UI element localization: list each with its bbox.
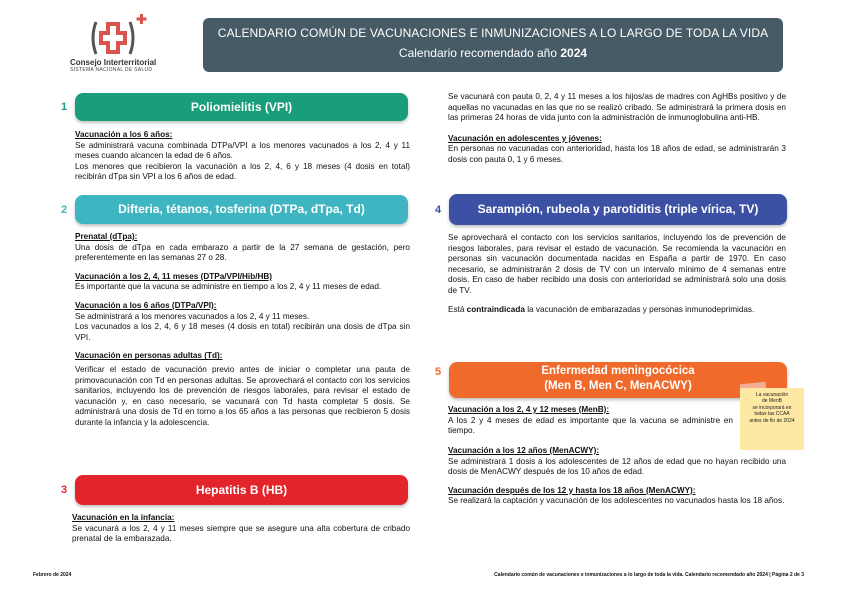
paragraph: Los menores que recibieron la vacunación a los 2, 4, 6 y 18 meses (4 dosis en total) recibirán dTpa sin VPI a los 6 años de edad.	[75, 161, 410, 182]
page-subtitle: Calendario recomendado año 2024	[398, 46, 588, 60]
subheading: Vacunación en personas adultas (Td):	[75, 351, 223, 361]
paragraph: Es importante que la vacuna se administre en tiempo a los 2, 4 y 11 meses de edad.	[75, 282, 382, 292]
subheading: Vacunación en la infancia:	[72, 513, 175, 522]
paragraph: A los 2 y 4 meses de edad es importante que la vacuna se administre en tiempo.	[448, 415, 733, 436]
section-body-meningococica-a	[448, 405, 733, 437]
paragraph: Una dosis de dTpa en cada embarazo a partir de la 27 semana de gestación, pero preferentemente en las semanas 27 o 28.	[75, 242, 410, 263]
section-body-sarampion	[448, 233, 786, 315]
footer-date: Febrero de 2024	[33, 572, 72, 578]
subheading: Vacunación después de los 12 y hasta los 18 años (MenACWY):	[448, 485, 696, 495]
section-number-4: 4	[435, 204, 442, 216]
paragraph: Se vacunará con pauta 0, 2, 4 y 11 meses a los hijos/as de madres con AgHBs positivo y de aquellas no vacunadas en las que no se realizó cribado. Se administrará la primera dosis en las primeras 24 horas de vida junto con la administración de inmunoglobulina anti-HB.	[448, 92, 786, 123]
section-title-difteria: Difteria, tétanos, tosferina (DTPa, dTpa, Td)	[75, 195, 408, 224]
footer-page-info: Calendario común de vacunaciones e inmunizaciones a lo largo de toda la vida. Calendario recomendado año 2024 | Página 2 de 3	[494, 572, 804, 578]
paragraph: Se vacunará a los 2, 4 y 11 meses siempre que se asegure una alta cobertura de cribado prenatal de la embarazada.	[72, 523, 410, 544]
paragraph: Se realizará la captación y vacunación de los adolescentes no vacunados hasta los 18 años.	[448, 496, 785, 506]
section-number-1: 1	[61, 101, 68, 113]
subheading: Vacunación a los 6 años (DTPa/VPI):	[75, 300, 217, 310]
subheading: Vacunación a los 2, 4, 11 meses (DTPa/VPI/Hib/HB)	[75, 271, 273, 281]
section-title-hepatitis: Hepatitis B (HB)	[75, 475, 408, 505]
paragraph: Se administrará 1 dosis a los adolescentes de 12 años de edad que no hayan recibido una dosis de MenACWY después de los 10 años de edad.	[448, 456, 786, 477]
section-number-3: 3	[61, 484, 68, 496]
paragraph: Verificar el estado de vacunación previo antes de iniciar o completar una pauta de primovacunación con Td en personas adultas. Se aprovechará el contacto con los servicios sanitarios, incluyendo los de prevención de riesgos laborales, para revisar el estado de vacunación y, en caso necesario, se vacunará con Td hasta completar 5 dosis. Se administrará una dosis de Td en torno a los 65 años a las personas que recibieron 5 dosis durante la infancia y la adolescencia.	[75, 364, 410, 427]
section-body-difteria	[75, 232, 410, 429]
paragraph: Se administrará vacuna combinada DTPa/VPI a los menores vacunados a los 2, 4 y 11 meses cuando alcancen la edad de 6 años.	[75, 140, 410, 161]
subheading: Prenatal (dTpa):	[75, 232, 138, 241]
paragraph: En personas no vacunadas con anterioridad, hasta los 18 años de edad, se administrarán 3 dosis con pauta 0, 1 y 6 meses.	[448, 144, 786, 164]
page-title: CALENDARIO COMÚN DE VACUNACIONES E INMUNIZACIONES A LO LARGO DE TODA LA VIDA	[217, 26, 769, 40]
subheading: Vacunación a los 6 años:	[75, 130, 173, 139]
menb-sticky-note: La vacunación de MenB se incorporará en todas las CCAA antes de fin de 2024	[740, 388, 804, 450]
section-title-polio: Poliomielitis (VPI)	[75, 93, 408, 121]
section-title-sarampion: Sarampión, rubeola y parotiditis (triple vírica, TV)	[449, 194, 787, 225]
logo-subtitle: SISTEMA NACIONAL DE SALUD	[70, 67, 153, 73]
paragraph: Los vacunados a los 2, 4, 6 y 18 meses (4 dosis en total) recibirán una dosis de dTpa sin VPI.	[75, 322, 410, 342]
section-body-polio	[75, 130, 410, 183]
section-body-meningococica-b	[448, 446, 786, 507]
logo-name: Consejo Interterritorial	[70, 58, 157, 67]
paragraph: Está contraindicada la vacunación de embarazadas y personas inmunodeprimidas.	[448, 304, 755, 314]
section-body-hepatitis-b	[448, 92, 786, 166]
section-body-hepatitis-a	[72, 513, 410, 545]
page-header	[203, 18, 783, 72]
section-number-5: 5	[435, 366, 442, 378]
subheading: Vacunación a los 2, 4 y 12 meses (MenB):	[448, 405, 610, 414]
paragraph: Se aprovechará el contacto con los servicios sanitarios, incluyendo los de prevención de riesgos laborales, para revisar el estado de vacunación. Se recomienda la vacunación en personas sin vacunación documentada nacidas en España a partir de 1970. En caso necesario, se administrarán 2 dosis de TV con un intervalo mínimo de 4 semanas entre dosis. En caso de haber recibido una dosis con anterioridad se administrará solo una dosis de TV.	[448, 233, 786, 295]
subheading: Vacunación en adolescentes y jóvenes:	[448, 133, 602, 143]
subheading: Vacunación a los 12 años (MenACWY):	[448, 446, 600, 455]
paragraph: Se administrará a los menores vacunados a los 2, 4 y 11 meses.	[75, 311, 310, 321]
section-title-meningococica: Enfermedad meningocócica (Men B, Men C, MenACWY)	[449, 362, 787, 398]
section-number-2: 2	[61, 204, 68, 216]
